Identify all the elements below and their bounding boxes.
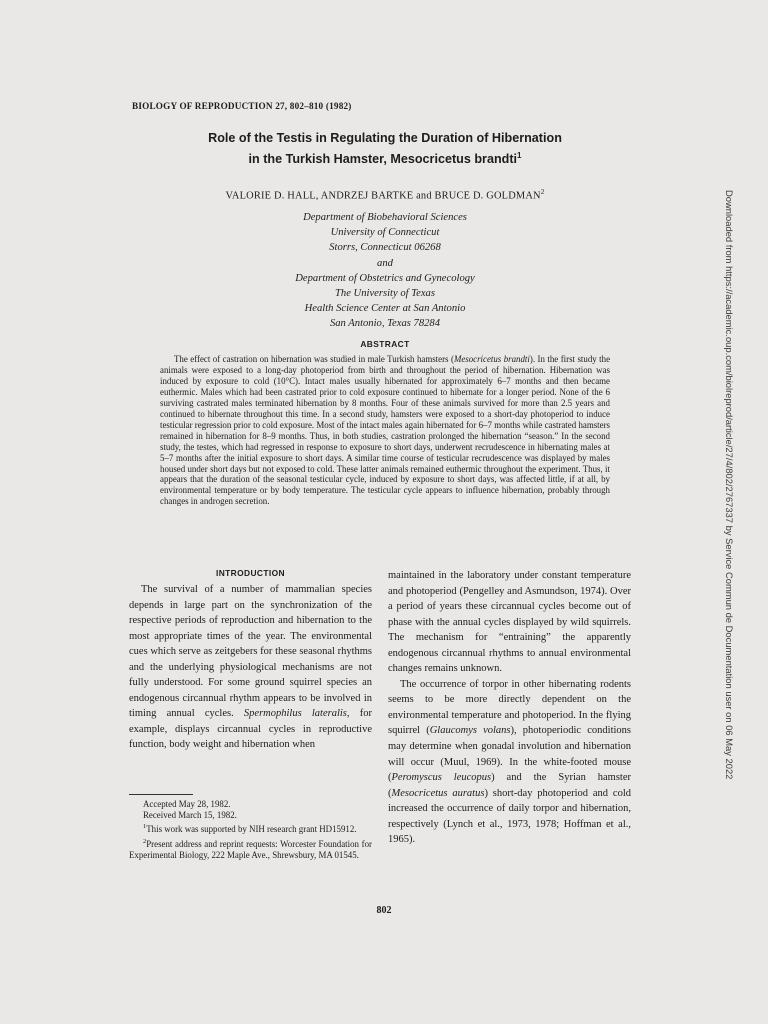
affiliation-line: Department of Obstetrics and Gynecology [295, 272, 475, 284]
footnote-divider [129, 794, 193, 795]
affiliation-line: Department of Biobehavioral Sciences [303, 212, 467, 223]
affiliation-line: San Antonio, Texas 78284 [329, 318, 441, 330]
right-column [388, 568, 631, 848]
accepted-date: Accepted May 28, 1982. [143, 799, 231, 809]
affiliation-line: Storrs, Connecticut 06268 [329, 242, 441, 254]
introduction-paragraph-1: The survival of a number of mammalian species depends in large part on the synchronization of the respective periods of reproduction and hibernation to the most appropriate times of the year. The environmental cues which serve as zeitgebers for these seasonal rhythms and the underlying physiological mechanisms are not fully understood. For some ground squirrel species an endogenous circannual rhythm appears to be involved in timing annual cycles. Spermophilus lateralis, for example, displays circannual cycles in reproductive function, body weight and hibernation when [129, 584, 372, 751]
species-name: Peromyscus leucopus [391, 772, 492, 784]
footnotes [129, 799, 372, 861]
title-footnote-mark: 1 [517, 151, 522, 160]
species-name: Spermophilus lateralis [243, 708, 347, 720]
species-name: Mesocricetus auratus [391, 787, 485, 799]
abstract-heading: ABSTRACT [360, 339, 410, 349]
introduction-paragraph-2: The occurrence of torpor in other hibernating rodents seems to be more directly dependent on the environmental temperature and photoperiod. In the flying squirrel (Glaucomys volans), photoperiodic conditions may determine when gonadal involution and hibernation will occur (Muul, 1969). In the white-footed mouse (Peromyscus leucopus) and the Syrian hamster (Mesocricetus auratus) short-day photoperiod and cold increased the occurrence of daily torpor and hibernation, respectively (Lynch et al., 1973, 1978; Hoffman et al., 1965). [388, 678, 631, 846]
affiliation-line: and [377, 257, 393, 269]
introduction-paragraph-1-continued: maintained in the laboratory under constant temperature and photoperiod (Pengelley and Asmundson, 1974). Over a period of years these circannual cycles become out of phase with the annual cycles displayed by wild squirrels. The mechanism for “entraining” the apparently endogenous circannual rhythms to annual environmental changes remains unknown. [388, 570, 631, 675]
footnote-1: $^1$This work was supported by NIH research grant HD15912. [143, 823, 357, 835]
title-species: Mesocricetus brandti [390, 152, 518, 167]
title-line-1: Role of the Testis in Regulating the Duration of Hibernation [208, 131, 562, 145]
species-name: Glaucomys volans [429, 725, 511, 737]
affiliation-line: The University of Texas [335, 288, 435, 300]
journal-citation: BIOLOGY OF REPRODUCTION 27, 802–810 (1982) [132, 101, 352, 111]
author-footnote-mark: 2 [540, 188, 545, 196]
title-line-2: in the Turkish Hamster, Mesocricetus brandti$^1$ [248, 151, 522, 167]
article-title [150, 130, 620, 168]
footnote-2: $^2$Present address and reprint requests: Worcester Foundation for Experimental Biology, 222 Maple Ave., Shrewsbury, MA 01545. [129, 837, 372, 860]
affiliation-line: University of Connecticut [330, 227, 440, 239]
received-date: Received March 15, 1982. [143, 810, 237, 821]
abstract-text: The effect of castration on hibernation was studied in male Turkish hamsters (Mesocricetus brandti). In the first study the animals were exposed to a long-day photoperiod from birth and throughout the period of hibernation. Hibernation was induced by exposure to cold (10°C). Intact males usually hibernated for approximately 6–7 months and then became euthermic. Males which had been castrated prior to cold exposure continued to hibernate for a longer period. None of the 6 surviving castrated males terminated hibernation by 8 months. Four of these animals survived for more than 2.5 years and continued to hibernate throughout this time. In a second study, hamsters were exposed to a short-day photoperiod to induce testicular regression prior to cold exposure. Most of the intact males again hibernated for 6–7 months while castrated hamsters remained in hibernation for 8–9 months. Thus, in both studies, castration prolonged the hibernation “season.” In the second study, the testes, which had regressed in response to exposure to short days, underwent recrudescence in hibernating males at 5–7 months after the initial exposure to short days. A similar time course of testicular recrudescence was displayed by males housed under short days but not exposed to cold. These latter animals remained euthermic throughout the experiment. Thus, it appears that the duration of the seasonal testicular cycle, induced by exposure to short days, was affected little, if at all, by environmental temperature or by body temperature. The testicular cycle appears to influence hibernation, probably through changes in androgen secretion. [160, 354, 611, 507]
affiliations [200, 210, 570, 332]
abstract-species: Mesocricetus brandti [453, 354, 530, 364]
page-number: 802 [376, 905, 392, 916]
author-list: VALORIE D. HALL, ANDRZEJ BARTKE and BRUCE D. GOLDMAN$^2$ [225, 188, 545, 202]
affiliation-line: Health Science Center at San Antonio [304, 303, 466, 315]
download-watermark: Downloaded from https://academic.oup.com/biolreprod/article/27/4/802/2767337 by Service Commun de Documentation user on 06 May 2022 [724, 190, 735, 780]
introduction-heading: INTRODUCTION [215, 568, 285, 578]
